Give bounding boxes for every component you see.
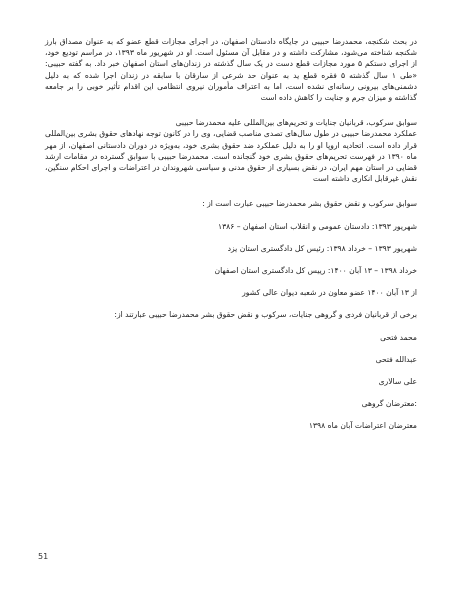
victim-name: عبدالله فتحی	[375, 354, 417, 364]
document-body	[45, 36, 417, 432]
page-number: 51	[38, 552, 49, 561]
record-heading: سوابق سرکوب و نقض حقوق بشر محمدرضا حبیبی عبارت است از :	[202, 199, 417, 209]
record-item: شهریور ۱۳۹۳ – خرداد ۱۳۹۸: رئیس کل دادگستری استان یزد	[227, 243, 417, 253]
group-item: معترضان اعتراضات آبان ماه ۱۳۹۸	[308, 421, 417, 431]
record-item: شهریور ۱۳۹۳: دادستان عمومی و انقلاب استان اصفهان – ۱۳۸۶	[217, 221, 417, 231]
victim-name: علی سالاری	[378, 377, 417, 387]
record-item: از ۱۳ آبان ۱۴۰۰ عضو معاون در شعبه دیوان عالی کشور	[242, 288, 417, 298]
paragraph-sanctions: عملکرد محمدرضا حبیبی در طول سال‌های تصدی مناصب قضایی، وی را در کانون توجه نهادهای حقوق بشری بین‌المللی قرار داده است. اتحادیه اروپا او را به دلیل عملکرد ضد حقوق بشری خود، به‌ویژه در دوران دادستانی اصفهان، از مهر ماه ۱۳۹۰ در فهرست تحریم‌های حقوق بشری خود گنجانده است. محمدرضا حبیبی با سوابق گسترده در مقامات ارشد قضایی در استان مهم ایران، در نقض بسیاری از حقوق مدنی و سیاسی شهروندان در اعتراضات و اجرای احکام سنگین، نقش غیرقابل انکاری داشته است	[45, 129, 417, 184]
paragraph-torture: در بحث شکنجه، محمدرضا حبیبی در جایگاه دادستان اصفهان، در اجرای مجازات قطع عضو که به عنوان مصداق بارز شکنجه شناخته می‌شود، مشارکت داشته و در مقابل آن مسئول است. او در شهریور ماه ۱۳۹۳، در مراسم تودیع خود، از اجرای دستکم ۵ مورد مجازات قطع دست در یک سال گذشته در زندان‌های استان اصفهان خبر داد. به گفته حبیبی: «طی ۱ سال گذشته ۵ فقره قطع ید به عنوان حد شرعی از سارقان با سابقه در زندان اجرا شده که به دلیل دشمنی‌های بیرونی رسانه‌ای نشده است، اما به اعتراف مأموران نیروی انتظامی این اقدام تأثیر خوبی را بر جامعه گذاشته و میزان جرم و جنایت را کاهش داده است	[45, 37, 417, 103]
record-item: خرداد ۱۳۹۸ – ۱۳ آبان ۱۴۰۰: رییس کل دادگستری استان اصفهان	[214, 266, 417, 276]
section-title-sanctions: سوابق سرکوب، قربانیان جنایات و تحریم‌های بین‌المللی علیه محمدرضا حبیبی	[175, 118, 417, 128]
group-heading: :معترضان گروهی	[361, 399, 417, 409]
victim-name: محمد فتحی	[380, 332, 417, 342]
victims-heading: برخی از قربانیان فردی و گروهی جنایات، سرکوب و نقض حقوق بشر محمدرضا حبیبی عبارتند از:	[114, 310, 417, 320]
